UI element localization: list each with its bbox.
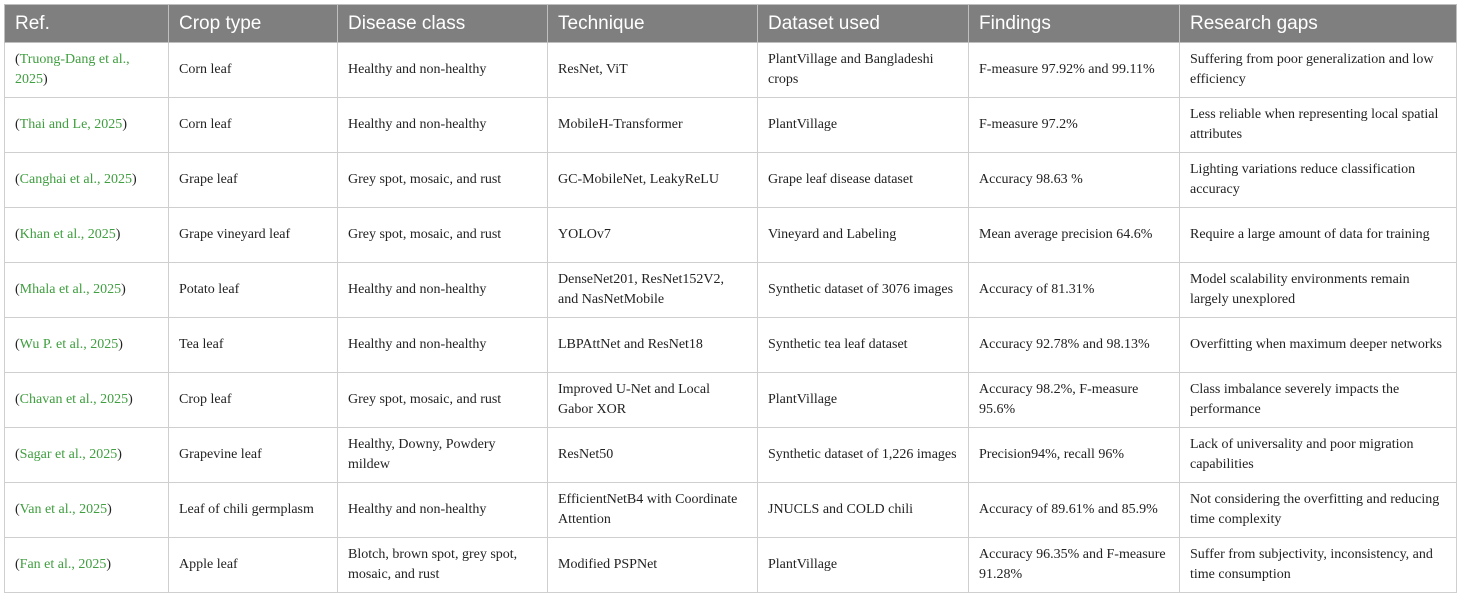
disease-class-cell: Grey spot, mosaic, and rust [338, 373, 548, 428]
findings-cell: F-measure 97.92% and 99.11% [969, 43, 1180, 98]
disease-class-cell: Grey spot, mosaic, and rust [338, 208, 548, 263]
ref-link[interactable]: Canghai et al., 2025 [19, 172, 133, 187]
disease-class-cell: Healthy and non-healthy [338, 483, 548, 538]
research-gaps-cell: Model scalability environments remain largely unexplored [1180, 263, 1457, 318]
technique-cell: EfficientNetB4 with Coordinate Attention [548, 483, 758, 538]
ref-link[interactable]: Khan et al., 2025 [19, 227, 116, 242]
dataset-cell: PlantVillage [758, 373, 969, 428]
ref-link[interactable]: Sagar et al., 2025 [19, 447, 118, 462]
findings-cell: Accuracy 92.78% and 98.13% [969, 318, 1180, 373]
technique-cell: Improved U-Net and Local Gabor XOR [548, 373, 758, 428]
technique-cell: GC-MobileNet, LeakyReLU [548, 153, 758, 208]
disease-class-cell: Healthy and non-healthy [338, 263, 548, 318]
ref-cell: (Van et al., 2025) [5, 483, 169, 538]
disease-class-cell: Healthy and non-healthy [338, 318, 548, 373]
table-row [5, 373, 1457, 428]
column-header: Ref. [5, 5, 169, 43]
technique-cell: ResNet50 [548, 428, 758, 483]
ref-cell: (Khan et al., 2025) [5, 208, 169, 263]
findings-cell: F-measure 97.2% [969, 98, 1180, 153]
technique-cell: DenseNet201, ResNet152V2, and NasNetMobile [548, 263, 758, 318]
technique-cell: LBPAttNet and ResNet18 [548, 318, 758, 373]
findings-cell: Accuracy of 89.61% and 85.9% [969, 483, 1180, 538]
research-gaps-cell: Suffer from subjectivity, inconsistency, and time consumption [1180, 538, 1457, 593]
crop-type-cell: Grape vineyard leaf [169, 208, 338, 263]
crop-type-cell: Apple leaf [169, 538, 338, 593]
table-row [5, 538, 1457, 593]
research-gaps-cell: Suffering from poor generalization and low efficiency [1180, 43, 1457, 98]
technique-cell: YOLOv7 [548, 208, 758, 263]
disease-class-cell: Grey spot, mosaic, and rust [338, 153, 548, 208]
disease-class-cell: Healthy and non-healthy [338, 43, 548, 98]
ref-link[interactable]: Mhala et al., 2025 [19, 282, 122, 297]
dataset-cell: Synthetic tea leaf dataset [758, 318, 969, 373]
ref-link[interactable]: Fan et al., 2025 [19, 557, 107, 572]
table-row [5, 428, 1457, 483]
ref-link[interactable]: Wu P. et al., 2025 [19, 337, 119, 352]
ref-cell: (Canghai et al., 2025) [5, 153, 169, 208]
crop-type-cell: Leaf of chili germplasm [169, 483, 338, 538]
research-gaps-cell: Lighting variations reduce classification accuracy [1180, 153, 1457, 208]
findings-cell: Mean average precision 64.6% [969, 208, 1180, 263]
ref-cell: (Sagar et al., 2025) [5, 428, 169, 483]
crop-type-cell: Corn leaf [169, 98, 338, 153]
column-header: Findings [969, 5, 1180, 43]
literature-table [4, 4, 1457, 593]
research-gaps-cell: Class imbalance severely impacts the performance [1180, 373, 1457, 428]
research-gaps-cell: Overfitting when maximum deeper networks [1180, 318, 1457, 373]
table-row [5, 318, 1457, 373]
disease-class-cell: Blotch, brown spot, grey spot, mosaic, and rust [338, 538, 548, 593]
column-header: Disease class [338, 5, 548, 43]
column-header: Research gaps [1180, 5, 1457, 43]
ref-cell: (Mhala et al., 2025) [5, 263, 169, 318]
table-body [5, 43, 1457, 593]
column-header: Crop type [169, 5, 338, 43]
table-row [5, 43, 1457, 98]
research-gaps-cell: Require a large amount of data for training [1180, 208, 1457, 263]
technique-cell: ResNet, ViT [548, 43, 758, 98]
table-row [5, 483, 1457, 538]
research-gaps-cell: Less reliable when representing local spatial attributes [1180, 98, 1457, 153]
dataset-cell: PlantVillage [758, 98, 969, 153]
crop-type-cell: Corn leaf [169, 43, 338, 98]
findings-cell: Precision94%, recall 96% [969, 428, 1180, 483]
crop-type-cell: Tea leaf [169, 318, 338, 373]
table-row [5, 263, 1457, 318]
findings-cell: Accuracy of 81.31% [969, 263, 1180, 318]
ref-cell: (Wu P. et al., 2025) [5, 318, 169, 373]
findings-cell: Accuracy 98.63 % [969, 153, 1180, 208]
research-gaps-cell: Not considering the overfitting and reducing time complexity [1180, 483, 1457, 538]
dataset-cell: Synthetic dataset of 1,226 images [758, 428, 969, 483]
table-row [5, 208, 1457, 263]
dataset-cell: PlantVillage and Bangladeshi crops [758, 43, 969, 98]
crop-type-cell: Grape leaf [169, 153, 338, 208]
dataset-cell: Synthetic dataset of 3076 images [758, 263, 969, 318]
column-header: Technique [548, 5, 758, 43]
crop-type-cell: Potato leaf [169, 263, 338, 318]
disease-class-cell: Healthy and non-healthy [338, 98, 548, 153]
dataset-cell: Grape leaf disease dataset [758, 153, 969, 208]
disease-class-cell: Healthy, Downy, Powdery mildew [338, 428, 548, 483]
ref-cell: (Thai and Le, 2025) [5, 98, 169, 153]
technique-cell: MobileH-Transformer [548, 98, 758, 153]
research-gaps-cell: Lack of universality and poor migration capabilities [1180, 428, 1457, 483]
column-header: Dataset used [758, 5, 969, 43]
ref-link[interactable]: Truong-Dang et al., 2025 [15, 52, 130, 87]
crop-type-cell: Grapevine leaf [169, 428, 338, 483]
ref-cell: (Chavan et al., 2025) [5, 373, 169, 428]
table-row [5, 98, 1457, 153]
ref-cell: (Fan et al., 2025) [5, 538, 169, 593]
technique-cell: Modified PSPNet [548, 538, 758, 593]
header-row [5, 5, 1457, 43]
crop-type-cell: Crop leaf [169, 373, 338, 428]
dataset-cell: PlantVillage [758, 538, 969, 593]
ref-link[interactable]: Thai and Le, 2025 [19, 117, 123, 132]
dataset-cell: JNUCLS and COLD chili [758, 483, 969, 538]
table-row [5, 153, 1457, 208]
ref-link[interactable]: Chavan et al., 2025 [19, 392, 129, 407]
findings-cell: Accuracy 98.2%, F-measure 95.6% [969, 373, 1180, 428]
findings-cell: Accuracy 96.35% and F-measure 91.28% [969, 538, 1180, 593]
dataset-cell: Vineyard and Labeling [758, 208, 969, 263]
ref-cell: (Truong-Dang et al., 2025) [5, 43, 169, 98]
ref-link[interactable]: Van et al., 2025 [19, 502, 108, 517]
